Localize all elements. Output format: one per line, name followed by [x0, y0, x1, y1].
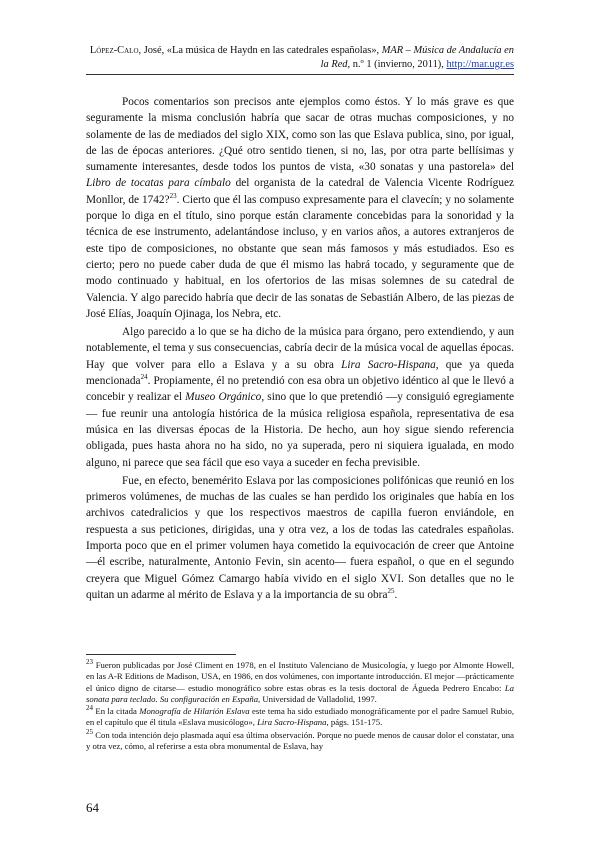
- footnotes: [86, 660, 514, 753]
- paragraph-2: Algo parecido a lo que se ha dicho de la música para órgano, pero extendiendo, y aun notablemente, el tema y sus consecuencias, cabría decir de la música vocal de aquellas épocas. Hay que volver para ello a Eslava y a su obra Lira Sacro-Hispana, que ya queda mencionada$^{24}$. Propiamente, él no pretendió con esa obra un objetivo idéntico al que le llevó a concebir y realizar el Museo Orgánico, sino que lo que pretendió —y consiguió egregiamente— fue reunir una antología histórica de la música religiosa española, representativa de esa música en las diversas épocas de la Historia. De hecho, aun hoy sigue siendo referencia obligada, pues hasta ahora no ha sido, no ya superada, pero ni siquiera igualada, en modo alguno, ni parece que sea fácil que eso vaya a suceder en fecha previsible.: [86, 326, 515, 469]
- header-url-link[interactable]: http://mar.ugr.es: [446, 59, 514, 70]
- footnote-24: $^{24}$ En la citada Monografía de Hilarión Eslava este tema ha sido estudiado monográficamente por el padre Samuel Rubio, en el capítulo que él titula «Eslava musicólogo», Lira Sacro-Hispana, págs. 151-175.: [86, 704, 514, 728]
- footnote-ref-25[interactable]: 25: [387, 587, 395, 596]
- page-number: 64: [86, 800, 99, 815]
- header-journal: MAR – Música de Andalucía en la Red: [320, 45, 514, 70]
- footnote-ref-23[interactable]: 23: [169, 192, 177, 201]
- header-citation: , José, «La música de Haydn en las catedrales españolas»,: [138, 45, 382, 56]
- header-issue: , n.º 1 (invierno, 2011),: [347, 59, 447, 70]
- footnote-ref-24[interactable]: 24: [140, 373, 148, 382]
- main-text: [86, 94, 514, 603]
- footnote-25: $^{25}$ Con toda intención dejo plasmada aquí esa última observación. Porque no puede menos de causar dolor el constatar, una y otra vez, cómo, al referirse a esta obra monumental de Eslava, hay: [86, 727, 514, 752]
- paragraph-1: Pocos comentarios son precisos ante ejemplos como éstos. Y lo más grave es que seguramente la misma conclusión habría que sacar de otras muchas composiciones, y no solamente de las de mediados del siglo XIX, como son las que Eslava publica, sino, por igual, de las de épocas anteriores. ¿Qué otro sentido tienen, si no, las, por otra parte bellísimas y sumamente interesantes, desde todos los puntos de vista, «30 sonatas y una pastorela» del Libro de tocatas para címbalo del organista de la catedral de Valencia Vicente Rodríguez Monllor, de 1742?$^{23}$. Cierto que él las compuso expresamente para el clavecín; y no solamente porque lo diga en el título, sino porque están claramente concebidas para la sonoridad y la técnica de ese instrumento, adelantándose incluso, y en varios años, a autores extranjeros de este tipo de composiciones, no obstante que sean más famosos y más estudiados. Eso es cierto; pero no puede caber duda de que él mismo las habrá tocado, y seguramente que de modo continuado y habitual, en los ofertorios de las misas solemnes de su catedral de Valencia. Y algo parecido habría que decir de las sonatas de Sebastián Albero, de las piezas de José Elías, Joaquín Ojinaga, los Nebra, etc.: [86, 96, 514, 320]
- paragraph-3: Fue, en efecto, benemérito Eslava por las composiciones polifónicas que reunió en los primeros volúmenes, de muchas de las cuales se han perdido los originales que había en los archivos catedralicios y que los respectivos maestros de capilla fueron enviándole, en respuesta a sus peticiones, dirigidas, una y otra vez, a los de todas las catedrales españolas. Importa poco que en el primer volumen haya cometido la equivocación de creer que Antoine —él escribe, naturalmente, Antonio Fevin, sin acento— fuera español, o que en el segundo creyera que Miguel Gómez Camargo había vivido en el siglo XVI. Son detalles que no le quitan un adarme al mérito de Eslava y a la importancia de su obra$^{25}$.: [86, 474, 514, 601]
- footnote-23: $^{23}$ Fueron publicadas por José Climent en 1978, en el Instituto Valenciano de Musicología, y luego por Almonte Howell, en las A-R Editions de Madison, USA, en 1986, en dos volúmenes, con importante introducción. El mejor —prácticamente el único digno de citarse— estudio monográfico sobre estas obras es la tesis doctoral de Águeda Pedrero Encabo: La sonata para teclado. Su configuración en España, Universidad de Valladolid, 1997.: [86, 658, 515, 704]
- footnote-rule: [86, 654, 236, 655]
- running-header: [86, 44, 514, 72]
- header-author: López-Calo: [89, 45, 139, 56]
- header-rule: [86, 74, 514, 75]
